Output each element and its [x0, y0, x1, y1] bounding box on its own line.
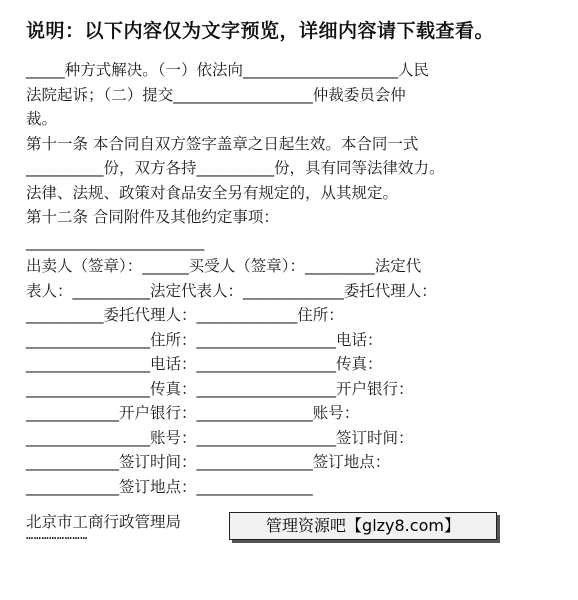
contract-body — [26, 58, 552, 499]
signature-line: ________________电话：__________________传真： — [26, 355, 383, 373]
signature-line: ____________签订地点：_______________ — [26, 477, 313, 496]
preview-notice: 说明：以下内容仅为文字预览，详细内容请下载查看。 — [26, 20, 495, 42]
body-line: 法律、法规、政策对食品安全另有规定的，从其规定。 — [26, 183, 399, 202]
body-line: __________份，双方各持__________份，具有同等法律效力。 — [26, 159, 445, 177]
article-12-heading: 第十二条 合同附件及其他约定事项： — [26, 208, 279, 226]
body-line: 裁。 — [26, 110, 58, 128]
signature-line: ____________签订时间：_______________签订地点： — [26, 453, 391, 471]
signature-line: ________________传真：__________________开户银行： — [26, 379, 414, 398]
blank-line: _______________________ — [26, 232, 205, 251]
body-line: _____种方式解决。（一）依法向____________________人民 — [26, 61, 430, 79]
body-line: 法院起诉；（二）提交__________________仲裁委员会仲 — [26, 85, 406, 104]
source-watermark-link[interactable]: 管理资源吧【glzy8.com】 — [229, 512, 497, 540]
footer-dots: …………………… — [26, 528, 88, 542]
signature-line: 表人：__________法定代表人：_____________委托代理人： — [26, 281, 437, 300]
signature-line: __________委托代理人：_____________住所： — [26, 306, 344, 324]
article-11-heading: 第十一条 本合同自双方签字盖章之日起生效。本合同一式 — [26, 134, 419, 153]
signature-line: ________________住所：__________________电话： — [26, 330, 383, 349]
signature-line: ____________开户银行：_______________账号： — [26, 404, 360, 422]
signature-line: 出卖人（签章）：______买受人（签章）：_________法定代 — [26, 257, 422, 275]
issuing-authority: 北京市工商行政管理局 — [26, 513, 182, 531]
signature-line: ________________账号：__________________签订时间： — [26, 428, 414, 447]
